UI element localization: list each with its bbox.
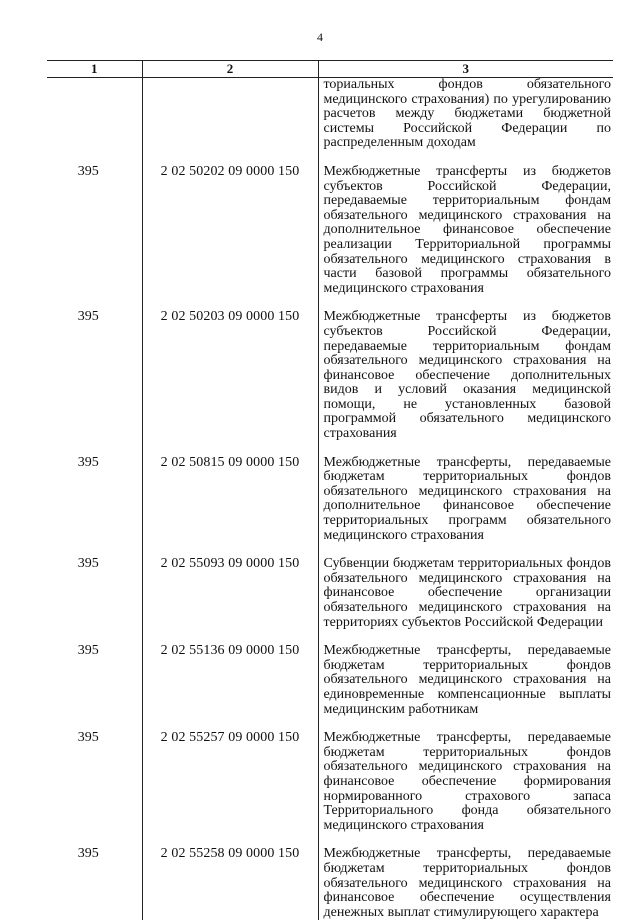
- kbk-code-cell: 2 02 55093 09 0000 150: [142, 555, 318, 642]
- table-row-continuation: [47, 78, 613, 163]
- kbk-code-cell: [142, 78, 318, 163]
- description-cell: ториальных фондов обязательного медицинского страхования) по урегулированию расчетов между бюджетами бюджетной системы Российской Федерации по распределенным доходам: [318, 78, 613, 163]
- admin-code-cell: 395: [77, 730, 99, 746]
- description-cell: Межбюджетные трансферты, передаваемые бюджетам территориальных фондов обязательного медицинского страхования на дополнительное финансовое обеспечение территориальных программ обязательного медицинского страхования: [318, 454, 613, 556]
- kbk-code-cell: 2 02 55258 09 0000 150: [142, 845, 318, 920]
- column-header-2: 2: [142, 61, 318, 78]
- kbk-code-cell: 2 02 50203 09 0000 150: [142, 308, 318, 453]
- table-row: [47, 163, 613, 308]
- table-header-row: [47, 61, 613, 78]
- admin-code-cell: 395: [77, 846, 99, 862]
- description-cell: Межбюджетные трансферты, передаваемые бюджетам территориальных фондов обязательного медицинского страхования на единовременные компенсационные выплаты медицинским работникам: [318, 642, 613, 729]
- admin-code-cell: 395: [77, 309, 99, 325]
- kbk-code-cell: 2 02 50815 09 0000 150: [142, 454, 318, 556]
- kbk-code-cell: 2 02 55136 09 0000 150: [142, 642, 318, 729]
- description-cell: Межбюджетные трансферты, передаваемые бюджетам территориальных фондов обязательного медицинского страхования на финансовое обеспечение осуществления денежных выплат стимулирующего характера: [318, 845, 613, 920]
- admin-code-cell: 395: [77, 556, 99, 572]
- column-header-3: 3: [318, 61, 613, 78]
- admin-code-cell: 395: [77, 454, 99, 470]
- kbk-code-cell: 2 02 55257 09 0000 150: [142, 729, 318, 845]
- table-row: [47, 729, 613, 845]
- revenue-codes-table: [47, 60, 613, 920]
- page-number: 4: [317, 30, 323, 44]
- description-cell: Межбюджетные трансферты из бюджетов субъектов Российской Федерации, передаваемые территориальным фондам обязательного медицинского страхования на финансовое обеспечение дополнительных видов и условий оказания медицинской помощи, не установленных базовой программой обязательного медицинского страхования: [318, 308, 613, 453]
- table-row: [47, 642, 613, 729]
- admin-code-cell: 395: [77, 163, 99, 179]
- description-cell: Субвенции бюджетам территориальных фондов обязательного медицинского страхования на финансовое обеспечение организации обязательного медицинского страхования на территориях субъектов Российской Федерации: [318, 555, 613, 642]
- admin-code-cell: [47, 78, 142, 163]
- kbk-code-cell: 2 02 50202 09 0000 150: [142, 163, 318, 308]
- column-header-1: 1: [47, 61, 142, 78]
- table-row: [47, 308, 613, 453]
- description-cell: Межбюджетные трансферты из бюджетов субъектов Российской Федерации, передаваемые территориальным фондам обязательного медицинского страхования на дополнительное финансовое обеспечение реализации Территориальной программы обязательного медицинского страхования в части базовой программы обязательного медицинского страхования: [318, 163, 613, 308]
- table-row: [47, 845, 613, 920]
- admin-code-cell: 395: [77, 643, 99, 659]
- table-row: [47, 454, 613, 556]
- description-cell: Межбюджетные трансферты, передаваемые бюджетам территориальных фондов обязательного медицинского страхования на финансовое обеспечение формирования нормированного страхового запаса Территориального фонда обязательного медицинского страхования: [318, 729, 613, 845]
- table-row: [47, 555, 613, 642]
